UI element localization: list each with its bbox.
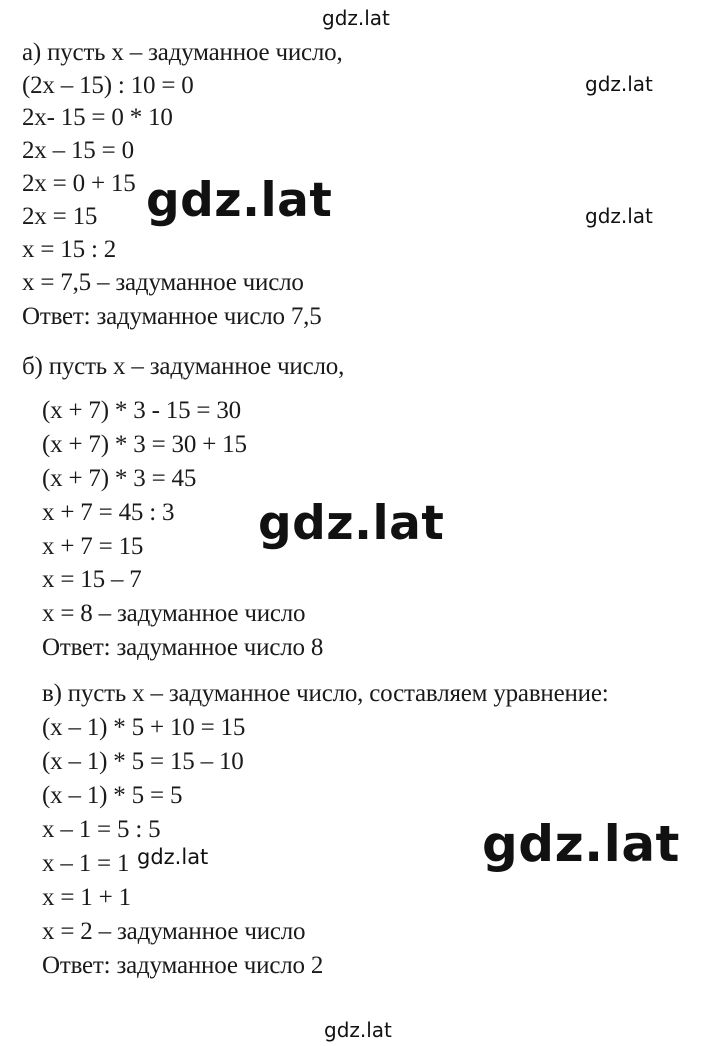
equation-line: 2х- 15 = 0 * 10 (22, 104, 173, 131)
equation-line: х = 8 – задуманное число (42, 600, 306, 627)
answer-line: Ответ: задуманное число 8 (42, 634, 324, 661)
equation-line: (2х – 15) : 10 = 0 (22, 72, 194, 99)
watermark-large: gdz.lat (482, 815, 680, 873)
equation-line: х = 15 – 7 (42, 566, 142, 593)
section-c-heading: в) пусть х – задуманное число, составляем уравнение: (42, 680, 609, 707)
equation-line: х + 7 = 15 (42, 533, 144, 560)
equation-line: 2х – 15 = 0 (22, 137, 134, 164)
equation-line: х = 7,5 – задуманное число (22, 269, 304, 296)
equation-line: х = 15 : 2 (22, 236, 117, 263)
watermark-large: gdz.lat (258, 496, 445, 551)
watermark-inline: gdz.lat (137, 845, 209, 869)
equation-line: х – 1 = 5 : 5 (42, 816, 161, 843)
equation-line: (х – 1) * 5 + 10 = 15 (42, 714, 246, 741)
equation-line: х = 2 – задуманное число (42, 918, 306, 945)
equation-line: 2х = 15 (22, 203, 98, 230)
answer-line: Ответ: задуманное число 2 (42, 952, 324, 979)
equation-line: х – 1 = 1 (42, 850, 130, 877)
watermark-right: gdz.lat (585, 72, 653, 96)
answer-line: Ответ: задуманное число 7,5 (22, 303, 322, 330)
section-b-heading: б) пусть х – задуманное число, (22, 353, 345, 380)
equation-line: (х – 1) * 5 = 15 – 10 (42, 748, 244, 775)
equation-line: (х + 7) * 3 = 30 + 15 (42, 431, 247, 458)
equation-line: (х + 7) * 3 = 45 (42, 465, 197, 492)
watermark-bottom: gdz.lat (324, 1018, 392, 1042)
watermark-right: gdz.lat (585, 204, 653, 228)
equation-line: х = 1 + 1 (42, 884, 131, 911)
equation-line: (х – 1) * 5 = 5 (42, 782, 183, 809)
section-a-heading: а) пусть х – задуманное число, (22, 39, 343, 66)
watermark-large: gdz.lat (146, 173, 333, 228)
equation-line: х + 7 = 45 : 3 (42, 499, 175, 526)
equation-line: (х + 7) * 3 - 15 = 30 (42, 397, 241, 424)
watermark-top: gdz.lat (322, 6, 390, 30)
equation-line: 2х = 0 + 15 (22, 170, 136, 197)
